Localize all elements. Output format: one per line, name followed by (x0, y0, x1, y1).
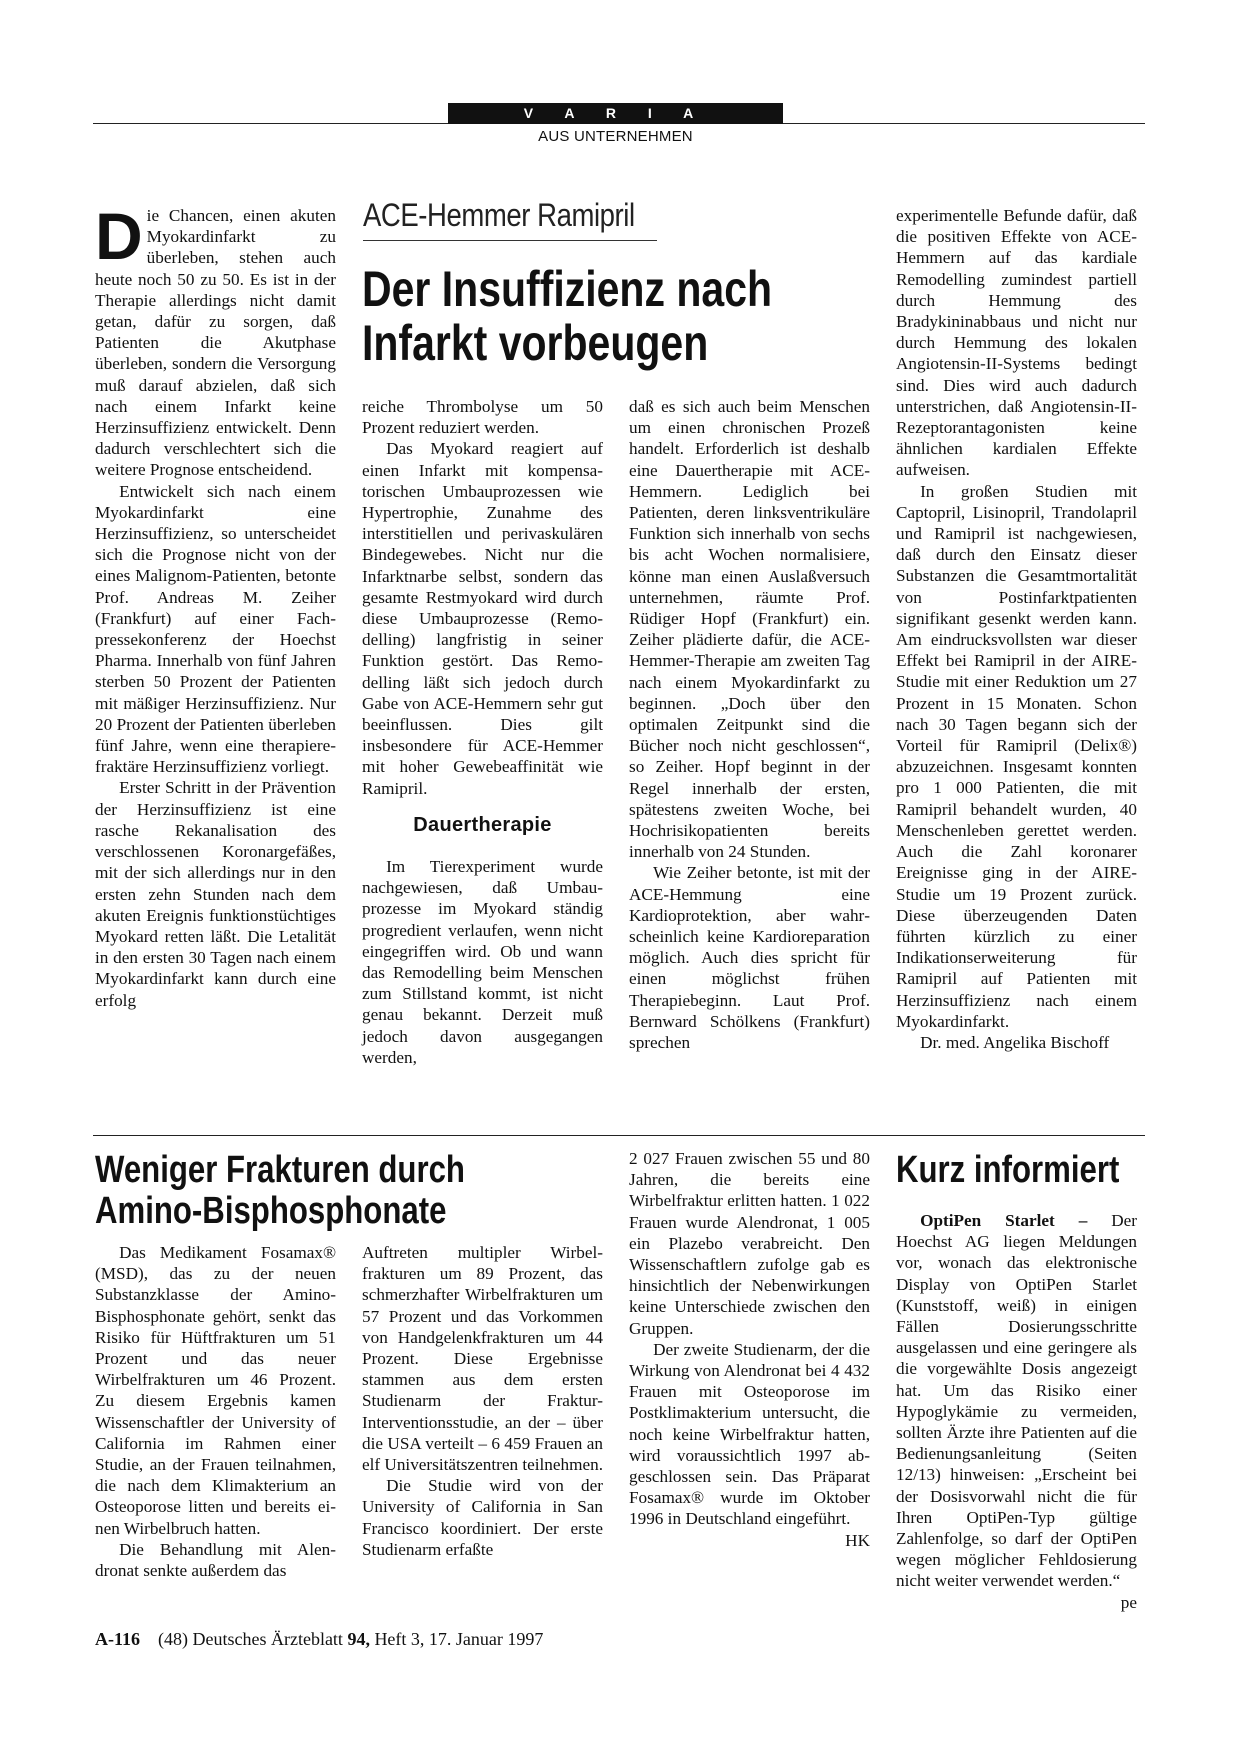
article1-col3-p1: daß es sich auch beim Menschen um einen chronischen Prozeß handelt. Erforderlich ist deshalb eine Dauertherapie mit ACE-Hemmern. Lediglich bei Patienten, deren linksventrikuläre Funktion sich innerhalb von sechs bis acht Wochen normalisiere, könne man einen Auslaßversuch unternehmen, räumte Prof. Rüdiger Hopf (Frankfurt) ein. Zeiher plädierte dafür, die ACE-Hemmer-Therapie am zweiten Tag nach einem Myokardinfarkt zu beginnen. „Doch über den optimalen Zeitpunkt sind die Bücher noch nicht geschlossen“, so Zeiher. Hopf beginnt in der Regel innerhalb der ersten, spätestens zweiten Woche, bei Hochrisikopatienten bereits innerhalb von 24 Stunden. (629, 397, 870, 862)
article2-column-1 (95, 1242, 336, 1581)
article3-column (896, 1210, 1137, 1613)
article2-title-line1: Weniger Frakturen durch (95, 1149, 465, 1191)
article1-col2-p2: Das Myokard reagiert auf einen Infarkt mit kompensatorischen Umbauprozessen wie Hypertrophie, Zunahme des interstitiellen und perivaskulären Bindegewebes. Nicht nur die Infarktnarbe selbst, sondern das gesamte Restmyokard wird durch diese Umbauprozesse (Remodelling) langfristig in seiner Funktion gestört. Das Remodelling läßt sich jedoch durch Gabe von ACE-Hemmern sehr gut beeinflussen. Dies gilt insbesondere für ACE-Hemmer mit hoher Gewebeaffinität wie Ramipril. (362, 439, 603, 798)
article1-col1-p2: Entwickelt sich nach einem Myokardinfarkt eine Herzinsuffizienz, so unterscheidet sich die Prognose nicht von der eines Malignom-Patienten, betonte Prof. Andreas M. Zeiher (Frankfurt) auf einer Fachpressekonferenz der Hoechst Pharma. Innerhalb von fünf Jahren sterben 50 Prozent der Patienten mit mäßiger Herzinsuffizienz. Nur 20 Prozent der Patienten überleben fünf Jahre, wenn eine therapierefraktäre Herzinsuffizienz vorliegt. (95, 481, 336, 777)
article2-signature: HK (845, 1530, 870, 1550)
article3-runin: OptiPen Starlet – (920, 1211, 1088, 1230)
article2-title (95, 1150, 554, 1232)
article1-column-1 (95, 199, 336, 1011)
article1-col1-p3: Erster Schritt in der Prävention der Herzinsuffizienz ist eine rasche Rekanalisation des verschlossenen Koronargefäßes, mit der sich allerdings nur in den ersten zehn Stunden nach dem akuten Ereignis funktionstüchtiges Myokard retten läßt. Die Letalität in den ersten 30 Tagen nach einem Myokardinfarkt kann durch eine erfolg (95, 778, 336, 1010)
article-divider (93, 1135, 1145, 1136)
kicker-underline (363, 240, 657, 241)
article2-col2-p2: Die Studie wird von der University of California in San Francisco koordiniert. Der erste Studienarm erfaßte (362, 1476, 603, 1559)
article1-kicker: ACE-Hemmer Ramipril (363, 197, 635, 233)
article2-col3-p2: Der zweite Studienarm, der die Wirkung von Alendronat bei 4 432 Frauen mit Osteoporose im Postklimakterium untersucht, die noch keine Wirbelfraktur hatten, wird voraussichtlich 1997 abgeschlossen sein. Das Präparat Fosamax® wurde im Oktober 1996 in Deutschland eingeführt. (629, 1339, 870, 1529)
page-footer (95, 1629, 543, 1650)
article3-signature: pe (1120, 1592, 1137, 1612)
article1-col2-p1: reiche Thrombolyse um 50 Prozent reduziert werden. (362, 397, 603, 438)
article2-col3-p1: 2 027 Frauen zwischen 55 und 80 Jahren, die bereits eine Wirbelfraktur erlitten hatten. 1 022 Frauen wurde Alendronat, 1 005 ein Plazebo verabreicht. Den Wissenschaftlern zufolge gab es hinsichtlich der Nebenwirkungen keine Unterschiede zwischen den Gruppen. (629, 1149, 870, 1338)
article3-body: Der Hoechst AG liegen Meldungen vor, wonach das elektronische Display von OptiPen Starlet (Kunststoff, weiß) in einigen Fällen Dosierungsschritte ausgelassen und eine geringere als die vorgewählte Dosis angezeigt hat. Um das Risiko einer Hypoglykämie zu vermeiden, sollten Ärzte ihre Patienten auf die Bedienungsanleitung (Seiten 12/13) hinweisen: „Erscheint bei der Dosisvorwahl nicht die für Ihren OptiPen-Typ gültige Zahlenfolge, so darf der OptiPen wegen möglicher Fehldosierung nicht weiter verwendet werden.“ (896, 1211, 1137, 1591)
article2-col1-p1: Das Medikament Fosamax® (MSD), das zu der neuen Substanzklasse der Amino-Bisphosphonate gehört, senkt das Risiko für Hüftfrakturen um 51 Prozent und das neuer Wirbelfrakturen um 46 Prozent. Zu diesem Ergebnis kamen Wissenschaftler der University of California im Rahmen einer Studie, an der Frauen teilnahmen, die nach dem Klimakterium an Osteoporose litten und bereits einen Wirbelbruch hatten. (95, 1243, 336, 1538)
article1-title (362, 262, 821, 370)
article2-column-3 (629, 1148, 870, 1551)
footer-issue-suffix: Heft 3, 17. Januar 1997 (369, 1629, 544, 1649)
article3-title: Kurz informiert (896, 1149, 1120, 1191)
dropcap: D (95, 199, 143, 273)
article1-column-4 (896, 205, 1137, 1053)
article1-col3-p2: Wie Zeiher betonte, ist mit der ACE-Hemmung eine Kardioprotektion, aber wahrscheinlich keine Kardioreparation möglich. Auch dies spricht für einen möglichst frühen Therapiebeginn. Laut Prof. Bernward Schölkens (Frankfurt) sprechen (629, 863, 870, 1053)
article1-col2-p3: Im Tierexperiment wurde nachgewiesen, daß Umbauprozesse im Myokard ständig progredient verlaufen, wenn nicht eingegriffen wird. Ob und wann das Remodelling beim Menschen zum Stillstand kommt, ist nicht genau bekannt. Derzeit muß jedoch davon ausgegangen werden, (362, 857, 603, 1067)
article2-column-2 (362, 1242, 603, 1560)
footer-volume: 94, (347, 1629, 370, 1649)
subsection-label: AUS UNTERNEHMEN (538, 128, 693, 145)
article2-col1-p2: Die Behandlung mit Alendronat senkte außerdem das (95, 1539, 336, 1581)
article1-column-2 (362, 396, 603, 1068)
article1-col4-p1: experimentelle Befunde dafür, daß die positiven Effekte von ACE-Hemmern auf das kardiale Remodelling zumindest partiell durch Hemmung des Bradykininabbaus und nicht nur durch Hemmung des lokalen Angiotensin-II-Systems bedingt sind. Dies wird auch dadurch unterstrichen, daß Angiotensin-II-Rezeptorantagonisten keine ähnlichen kardialen Effekte aufweisen. (896, 206, 1137, 480)
article1-col4-p2: In großen Studien mit Captopril, Lisinopril, Trandolapril und Ramipril ist nachgewiesen, daß durch den Einsatz dieser Substanzen die Gesamtmortalität von Postinfarktpatienten signifikant gesenkt werden kann. Am eindrucksvollsten war dieser Effekt bei Ramipril in der AIRE-Studie mit einer Reduktion um 27 Prozent in 15 Monaten. Schon nach 30 Tagen begann sich der Vorteil für Ramipril (Delix®) abzuzeichnen. Insgesamt konnten pro 1 000 Patienten, die mit Ramipril behandelt wurden, 40 Menschenleben gerettet werden. Auch die Zahl koronarer Ereignisse ging in der AIRE-Studie um 19 Prozent zurück. Diese überzeugenden Daten führten kürzlich zu einer Indikationserweiterung für Ramipril auf Patienten mit Herzinsuffizienz nach einem Myokardinfarkt. (896, 481, 1137, 1031)
footer-issue-prefix: (48) Deutsches Ärzteblatt (158, 1629, 348, 1649)
article2-col2-p1: Auftreten multipler Wirbelfrakturen um 89 Prozent, das schmerzhafter Wirbelfrakturen um 57 Prozent und das Vorkommen von Handgelenkfrakturen um 44 Prozent. Diese Ergebnisse stammen aus dem ersten Studienarm der Fraktur-Interventionsstudie, an der – über die USA verteilt – 6 459 Frauen an elf Universitätszentren teilnehmen. (362, 1243, 604, 1475)
article1-title-line2: Infarkt vorbeugen (362, 315, 709, 371)
article1-signature: Dr. med. Angelika Bischoff (920, 1032, 1110, 1052)
section-label: V A R I A (448, 103, 783, 124)
article1-col1-p1: ie Chancen, einen akuten Myokardinfarkt zu überleben, stehen auch heute noch 50 zu 50. Es ist in der Therapie allerdings nicht damit getan, dafür zu sorgen, daß Patienten die Akutphase überleben, sondern die Versorgung muß darauf abzielen, daß sich nach einem Infarkt keine Herzinsuffizienz entwickelt. Denn dadurch verschlechtert sich die weitere Prognose entscheidend. (95, 206, 336, 480)
page-number: A-116 (95, 1629, 140, 1649)
article1-title-line1: Der Insuffizienz nach (362, 261, 773, 317)
article1-column-3 (629, 396, 870, 1053)
article2-title-line2: Amino-Bisphosphonate (95, 1190, 447, 1232)
subheading-dauertherapie: Dauertherapie (413, 813, 552, 836)
